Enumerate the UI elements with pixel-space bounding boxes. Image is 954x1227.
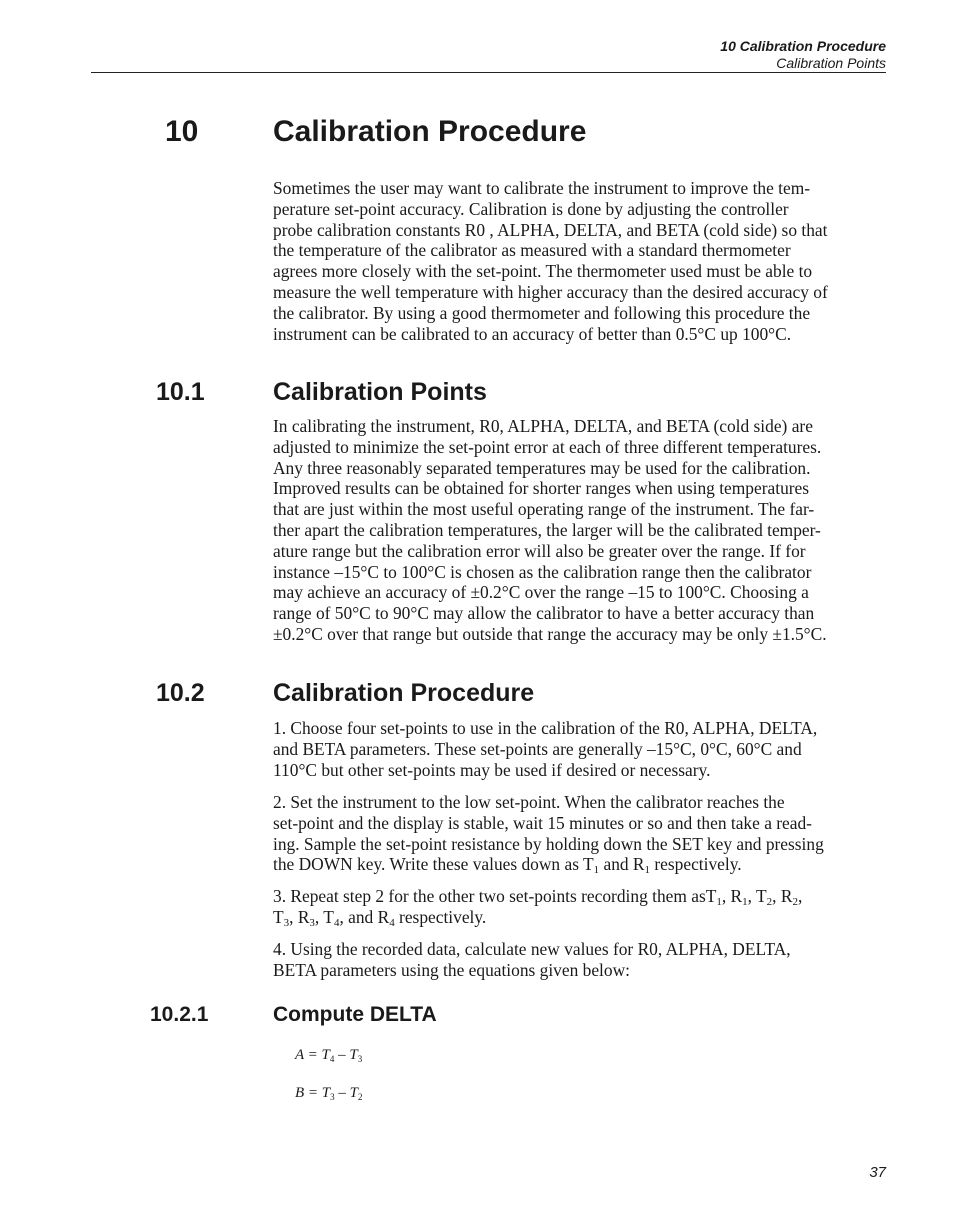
step-1 bbox=[273, 718, 888, 780]
text-line: set-point and the display is stable, wait 15 minutes or so and then take a read- bbox=[273, 812, 812, 833]
header-rule bbox=[91, 72, 886, 73]
text-line: the temperature of the calibrator as measured with a standard thermometer bbox=[273, 240, 791, 261]
page-number: 37 bbox=[869, 1164, 886, 1181]
text-line: may achieve an accuracy of ±0.2°C over the range –15 to 100°C. Choosing a bbox=[273, 582, 809, 603]
subsection-number: 10.2.1 bbox=[150, 1003, 209, 1026]
text-line: Any three reasonably separated temperatures may be used for the calibration. bbox=[273, 457, 811, 478]
step-2 bbox=[273, 792, 888, 875]
text-line: ing. Sample the set-point resistance by holding down the SET key and pressing bbox=[273, 833, 824, 854]
running-head bbox=[720, 38, 886, 72]
text-line: $T_3$, $R_3$, $T_4$, and $R_4$ respectively. bbox=[273, 906, 487, 929]
running-head-section: Calibration Points bbox=[776, 55, 886, 71]
text-line: Improved results can be obtained for shorter ranges when using temperatures bbox=[273, 478, 810, 499]
text-line: ±0.2°C over that range but outside that range the accuracy may be only ±1.5°C. bbox=[273, 623, 827, 644]
chapter-number: 10 bbox=[165, 115, 199, 148]
step-4 bbox=[273, 939, 888, 981]
text-line: 110°C but other set-points may be used if desired or necessary. bbox=[273, 759, 711, 780]
step-3 bbox=[273, 886, 888, 928]
section-number: 10.2 bbox=[156, 679, 205, 707]
text-line: agrees more closely with the set-point. The thermometer used must be able to bbox=[273, 261, 813, 282]
text-line: adjusted to minimize the set-point error at each of three different temperatures. bbox=[273, 436, 822, 457]
equation-b: $B = T_3 - T_2$ bbox=[295, 1085, 363, 1102]
text-line: BETA parameters using the equations given below: bbox=[273, 959, 630, 980]
text-line: 4. Using the recorded data, calculate new values for R0, ALPHA, DELTA, bbox=[273, 939, 791, 959]
subsection-title: Compute DELTA bbox=[273, 1003, 437, 1026]
equation-a: $A = T_4 - T_3$ bbox=[295, 1047, 363, 1064]
section-number: 10.1 bbox=[156, 378, 205, 406]
text-line: ther apart the calibration temperatures, the larger will be the calibrated temper- bbox=[273, 519, 821, 540]
text-line: ature range but the calibration error will also be greater over the range. If for bbox=[273, 540, 806, 561]
text-line: 3. Repeat step 2 for the other two set-points recording them asT$_1$, $R_1$, $T_2$, $R_2$, bbox=[273, 886, 803, 908]
text-line: the calibrator. By using a good thermometer and following this procedure the bbox=[273, 302, 811, 323]
text-line: 1. Choose four set-points to use in the calibration of the R0, ALPHA, DELTA, bbox=[273, 718, 818, 738]
text-line: range of 50°C to 90°C may allow the calibrator to have a better accuracy than bbox=[273, 603, 815, 624]
text-line: and BETA parameters. These set-points are generally –15°C, 0°C, 60°C and bbox=[273, 738, 802, 759]
chapter-title: Calibration Procedure bbox=[273, 115, 587, 148]
text-line: instance –15°C to 100°C is chosen as the calibration range then the calibrator bbox=[273, 561, 812, 582]
text-line: 2. Set the instrument to the low set-point. When the calibrator reaches the bbox=[273, 792, 785, 812]
text-line: perature set-point accuracy. Calibration is done by adjusting the controller bbox=[273, 198, 789, 219]
text-line: Sometimes the user may want to calibrate the instrument to improve the tem- bbox=[273, 178, 811, 198]
running-head-chapter: 10 Calibration Procedure bbox=[720, 38, 886, 54]
text-line: measure the well temperature with higher accuracy than the desired accuracy of bbox=[273, 281, 828, 302]
text-line: that are just within the most useful operating range of the instrument. The far- bbox=[273, 499, 815, 520]
text-line: probe calibration constants R0 , ALPHA, DELTA, and BETA (cold side) so that bbox=[273, 219, 828, 240]
text-line: In calibrating the instrument, R0, ALPHA, DELTA, and BETA (cold side) are bbox=[273, 416, 813, 436]
text-line: the DOWN key. Write these values down as $T_1$ and $R_1$ respectively. bbox=[273, 854, 742, 877]
section-title: Calibration Procedure bbox=[273, 679, 535, 707]
text-line: instrument can be calibrated to an accuracy of better than 0.5°C up 100°C. bbox=[273, 323, 792, 344]
calibration-points-paragraph bbox=[273, 416, 888, 645]
section-title: Calibration Points bbox=[273, 378, 487, 406]
intro-paragraph bbox=[273, 178, 888, 344]
